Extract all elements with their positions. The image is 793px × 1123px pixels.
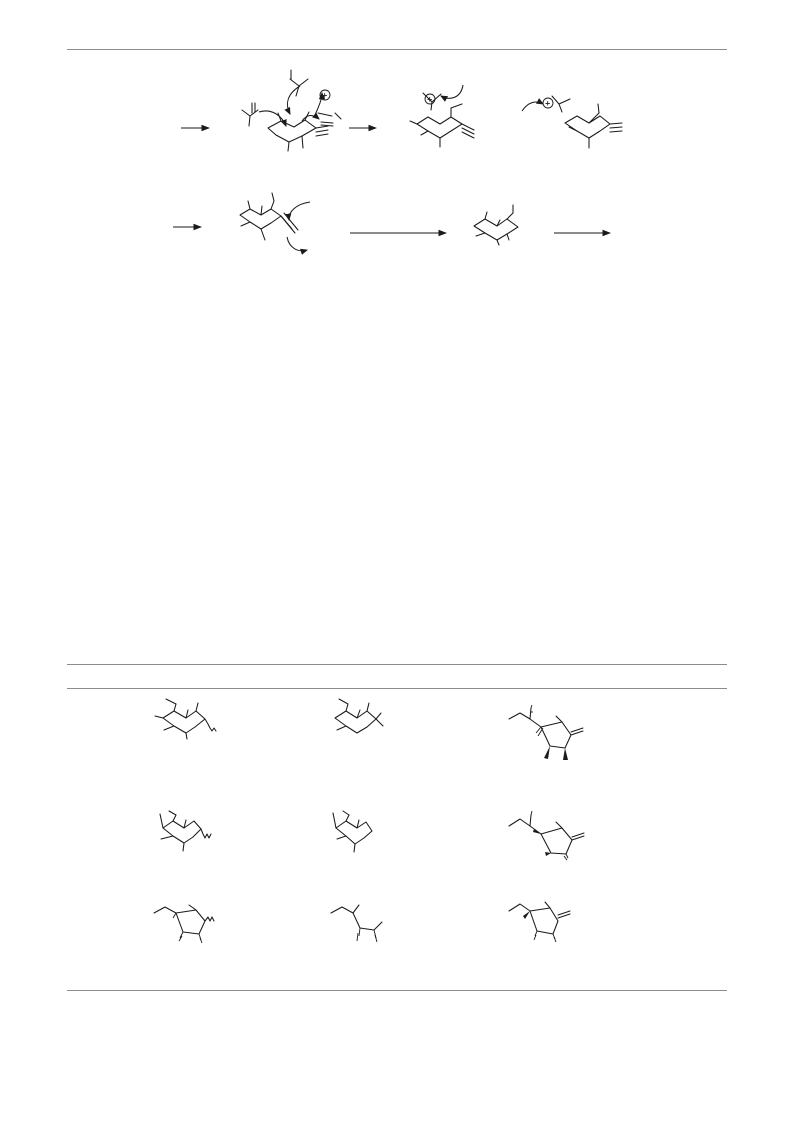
charge-plus-c: + xyxy=(544,99,551,108)
table-cell-r1c3 xyxy=(509,705,583,760)
molecule-a xyxy=(242,70,341,151)
molecule-e xyxy=(474,205,518,245)
table-cell-r1c1 xyxy=(155,699,216,739)
molecule-b xyxy=(410,85,474,147)
charge-plus-b: + xyxy=(426,95,433,104)
molecule-d xyxy=(240,193,310,251)
table-cell-r3c3 xyxy=(509,902,570,942)
table-cell-r1c2 xyxy=(335,699,383,733)
charge-plus-a: + xyxy=(321,91,328,100)
table-cell-r2c2 xyxy=(333,811,372,852)
table-cell-r2c3 xyxy=(509,811,584,860)
table-cell-r2c1 xyxy=(160,811,211,851)
molecule-c xyxy=(522,96,622,148)
table-cell-r3c1 xyxy=(154,905,214,943)
table-cell-r3c2 xyxy=(331,905,382,942)
